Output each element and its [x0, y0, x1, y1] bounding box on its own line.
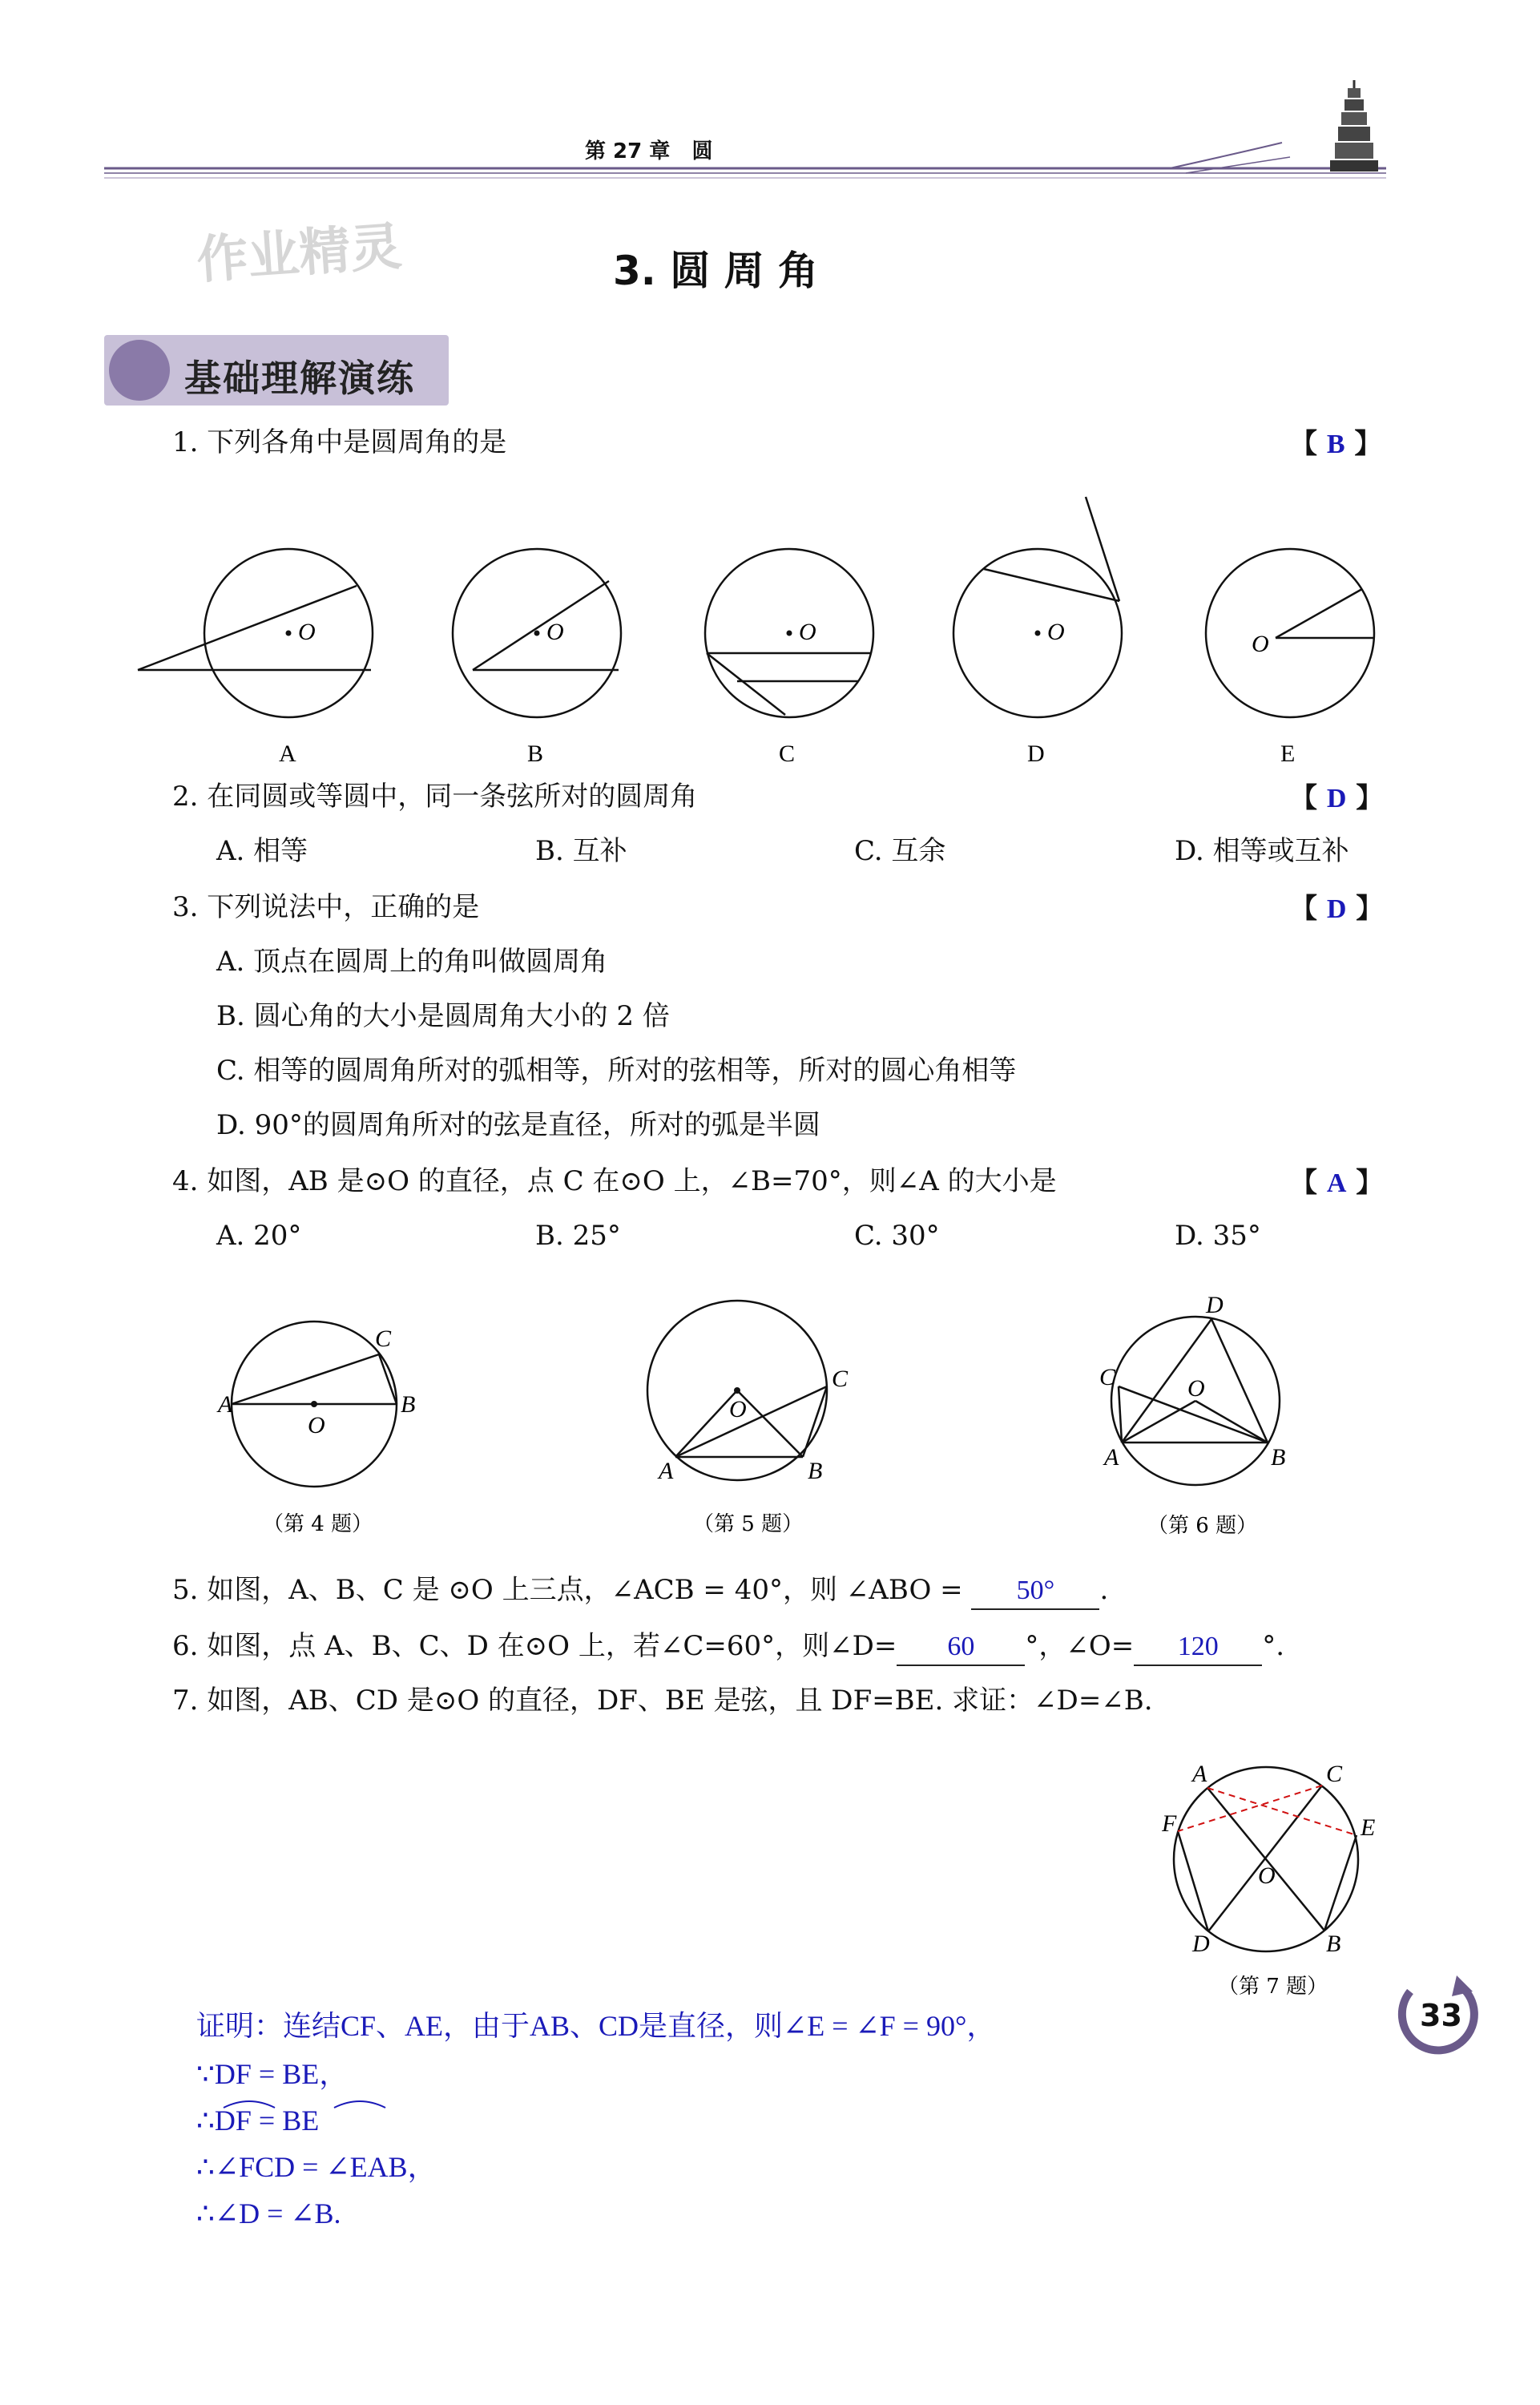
fig5-b-label: B [808, 1458, 823, 1484]
q4-option-a: A. 20° [216, 1220, 302, 1252]
fig4-o-label: O [308, 1412, 325, 1439]
fig1d-label: D [1027, 740, 1045, 767]
fig7-d-label: D [1192, 1931, 1210, 1957]
fig1e-label: E [1280, 740, 1296, 767]
q6-mid: °，∠O= [1025, 1630, 1135, 1662]
answer-bracket-2: 【 D 】 [1290, 782, 1384, 814]
page-number: 33 [1420, 1998, 1462, 2033]
question-1: 1. 下列各角中是圆周角的是 [172, 426, 507, 458]
figure-1c [705, 549, 873, 767]
q6-text: 6. 如图，点 A、B、C、D 在⊙O 上，若∠C=60°，则∠D= [172, 1630, 897, 1662]
fig6-c-label: C [1099, 1364, 1116, 1390]
fig1b-label: B [527, 740, 544, 767]
fig7-f-label: F [1162, 1810, 1177, 1837]
fig1e-o-label: O [1252, 631, 1269, 657]
question-2: 2. 在同圆或等圆中，同一条弦所对的圆周角 [172, 781, 698, 813]
q5-end: . [1099, 1574, 1109, 1606]
answer-1: B [1326, 430, 1345, 459]
question-6 [172, 1628, 1284, 1666]
caption-fig4: （第 4 题） [263, 1512, 373, 1536]
fig1b-o-label: O [546, 619, 564, 645]
proof-line-3-wrap [196, 2098, 319, 2143]
q4-option-b: B. 25° [535, 1220, 621, 1252]
fig7-e-label: E [1361, 1814, 1376, 1841]
figure-5 [647, 1301, 849, 1536]
q6-end: °. [1262, 1630, 1285, 1662]
question-4: 4. 如图，AB 是⊙O 的直径，点 C 在⊙O 上，∠B=70°，则∠A 的大小是 [172, 1165, 1057, 1197]
proof-line-2: ∵DF = BE， [196, 2058, 349, 2090]
proof-line-5: ∴∠D = ∠B. [196, 2197, 341, 2229]
caption-fig7: （第 7 题） [1218, 1975, 1328, 1999]
fig1c-o-label: O [799, 619, 816, 645]
fig7-o-label: O [1258, 1862, 1276, 1889]
proof-line-3: ∴DF = BE [196, 2104, 320, 2137]
q2-option-a: A. 相等 [216, 835, 308, 867]
fig4-a-label: A [218, 1391, 233, 1418]
header [104, 128, 1386, 192]
fig6-b-label: B [1271, 1444, 1286, 1471]
q6-answer-1: 60 [947, 1632, 975, 1661]
fig7-b-label: B [1326, 1931, 1341, 1957]
q5-answer: 50° [1016, 1576, 1055, 1605]
q6-answer-2: 120 [1177, 1632, 1219, 1661]
figure-1a [138, 549, 373, 767]
arc-mark-icon [222, 2095, 398, 2111]
fig7-c-label: C [1326, 1761, 1343, 1787]
q3-option-b: B. 圆心角的大小是圆周角大小的 2 倍 [216, 1000, 670, 1032]
header-rule [104, 128, 1386, 192]
caption-fig5: （第 5 题） [693, 1512, 804, 1536]
answer-bracket-1: 【 B 】 [1290, 428, 1382, 460]
question-7: 7. 如图，AB、CD 是⊙O 的直径，DF、BE 是弦，且 DF=BE. 求证：∠D=∠B. [172, 1685, 1153, 1717]
fig5-c-label: C [832, 1366, 849, 1392]
q3-option-a: A. 顶点在圆周上的角叫做圆周角 [216, 946, 608, 978]
q3-option-c: C. 相等的圆周角所对的弧相等，所对的弦相等，所对的圆心角相等 [216, 1055, 1017, 1087]
q2-option-b: B. 互补 [535, 835, 627, 867]
chapter-title: 第 27 章 圆 [585, 139, 713, 163]
q2-option-c: C. 互余 [854, 835, 946, 867]
caption-fig6: （第 6 题） [1147, 1514, 1258, 1538]
fig4-b-label: B [401, 1391, 416, 1418]
answer-3: D [1326, 894, 1347, 924]
q5-text: 5. 如图，A、B、C 是 ⊙O 上三点，∠ACB = 40°，则 ∠ABO = [172, 1574, 963, 1606]
mascot-icon [109, 340, 170, 401]
page-title: 3. 圆 周 角 [613, 248, 819, 294]
question-5 [172, 1572, 1108, 1610]
fig6-a-label: A [1104, 1444, 1119, 1471]
figure-6 [1099, 1292, 1285, 1538]
proof-line-1: 证明：连结CF、AE，由于AB、CD是直径，则∠E = ∠F = 90°， [196, 2010, 996, 2042]
figure-7 [1162, 1759, 1394, 1999]
fig6-o-label: O [1187, 1375, 1205, 1402]
fig1c-label: C [779, 740, 796, 767]
page-number-badge [1394, 1967, 1482, 2056]
answer-2: D [1326, 784, 1347, 813]
fig4-c-label: C [375, 1326, 392, 1352]
figure-1b [453, 549, 621, 767]
question-3: 3. 下列说法中，正确的是 [172, 891, 480, 923]
q1-figures [128, 489, 1378, 777]
fig1d-o-label: O [1047, 619, 1065, 645]
fig5-a-label: A [659, 1458, 674, 1484]
figures-4-6 [208, 1282, 1330, 1547]
answer-bracket-4: 【 A 】 [1290, 1167, 1384, 1199]
q3-option-d: D. 90°的圆周角所对的弦是直径，所对的弧是半圆 [216, 1109, 820, 1141]
figure-1e [1206, 549, 1374, 767]
fig1a-o-label: O [298, 619, 316, 645]
pagoda-icon [1306, 80, 1402, 188]
fig1a-label: A [279, 740, 296, 767]
figure-4 [216, 1322, 415, 1536]
fig5-o-label: O [729, 1396, 747, 1422]
watermark: 作业精灵 [195, 217, 404, 291]
q2-option-d: D. 相等或互补 [1175, 835, 1349, 867]
proof-line-4: ∴∠FCD = ∠EAB， [196, 2151, 437, 2183]
answer-4: A [1326, 1168, 1347, 1198]
section-banner-label: 基础理解演练 [184, 357, 415, 400]
q4-option-c: C. 30° [854, 1220, 940, 1252]
fig7-a-label: A [1192, 1761, 1207, 1787]
fig6-d-label: D [1206, 1292, 1224, 1318]
answer-bracket-3: 【 D 】 [1290, 893, 1384, 925]
section-banner [104, 335, 449, 406]
q4-option-d: D. 35° [1175, 1220, 1261, 1252]
figure-1d [953, 497, 1122, 767]
